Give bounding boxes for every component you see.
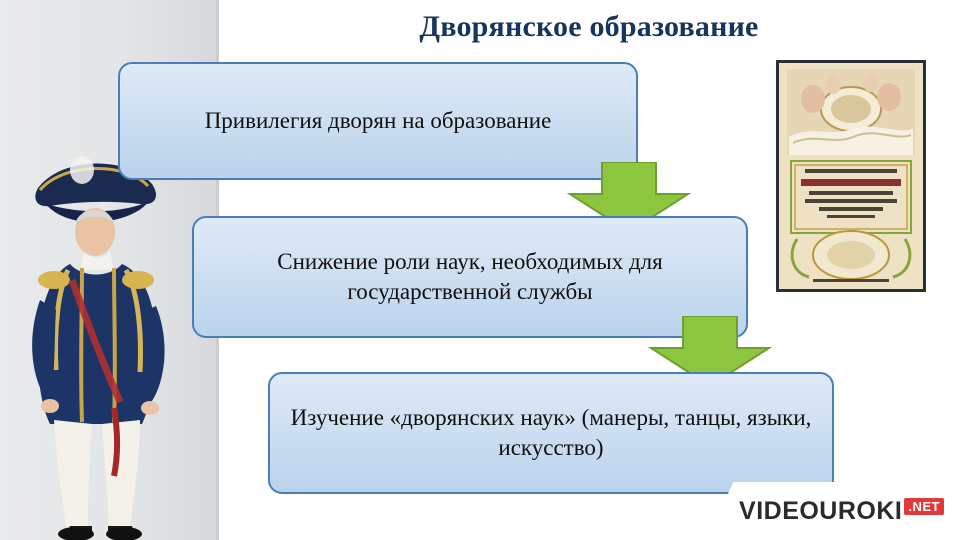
logo-text — [739, 497, 944, 526]
page-title: Дворянское образование — [419, 10, 759, 43]
diagram-box-2-label: Снижение роли наук, необходимых для государственной службы — [277, 248, 663, 304]
logo-wordmark: VIDEOUROKI — [739, 497, 903, 525]
diagram-box-1-label: Привилегия дворян на образование — [204, 107, 552, 133]
videouroki-logo — [708, 482, 960, 540]
nobleman-portrait — [10, 140, 210, 540]
diagram-box-1 — [118, 62, 638, 180]
diagram-box-3-label: Изучение «дворянских наук» (манеры, танцы, языки, искусство) — [290, 404, 812, 460]
book-title-page — [776, 60, 926, 292]
diagram-box-3 — [268, 372, 834, 494]
logo-suffix: .NET — [904, 498, 944, 515]
